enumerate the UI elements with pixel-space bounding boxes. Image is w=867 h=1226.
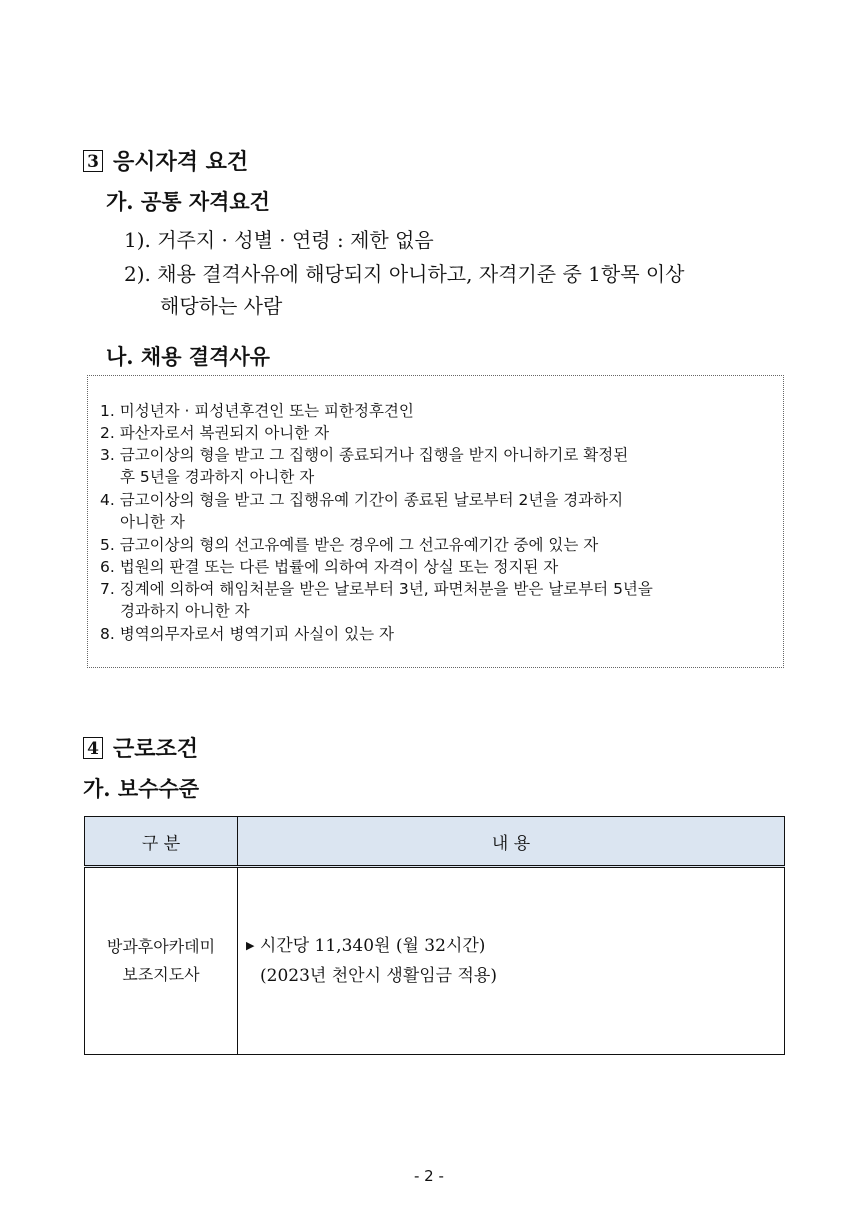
- content-cell: [238, 867, 785, 1055]
- section-number-box: 3: [83, 150, 103, 172]
- content-text: 시간당 11,340원 (월 32시간): [259, 936, 486, 956]
- column-header-content: 내 용: [238, 817, 785, 867]
- content-text: (2023년 천안시 생활임금 적용): [260, 966, 497, 986]
- disqualification-line: 2. 파산자로서 복권되지 아니한 자: [100, 424, 330, 442]
- disqualification-line: 8. 병역의무자로서 병역기피 사실이 있는 자: [100, 625, 394, 643]
- subsection-heading: 가. 공통 자격요건: [106, 189, 270, 214]
- pay-table: [84, 816, 785, 1055]
- section-3-heading: [83, 145, 248, 176]
- column-header-category: 구 분: [85, 817, 238, 867]
- disqualification-line: 3. 금고이상의 형을 받고 그 집행이 종료되거나 집행을 받지 아니하기로 확정된: [100, 446, 629, 464]
- category-cell: [85, 867, 238, 1055]
- table-header-row: [85, 817, 785, 867]
- disqualification-line: 6. 법원의 판결 또는 다른 법률에 의하여 자격이 상실 또는 정지된 자: [100, 558, 559, 576]
- disqualification-box: [87, 375, 784, 668]
- disqualification-line: 4. 금고이상의 형을 받고 그 집행유예 기간이 종료된 날로부터 2년을 경과하지: [100, 491, 624, 509]
- disqualification-line: 5. 금고이상의 형의 선고유예를 받은 경우에 그 선고유예기간 중에 있는 자: [100, 536, 599, 554]
- section-number-box: 4: [83, 737, 103, 759]
- disqualification-line: 아니한 자: [120, 513, 185, 531]
- section-title: 응시자격 요건: [113, 149, 249, 175]
- requirement-item-continued: 해당하는 사람: [160, 294, 283, 318]
- requirement-item: 1). 거주지 · 성별 · 연령 : 제한 없음: [124, 228, 434, 252]
- subsection-heading: 가. 보수수준: [83, 776, 200, 801]
- category-text: 방과후아카데미: [106, 937, 216, 956]
- content-line: [246, 932, 783, 962]
- category-text: 보조지도사: [122, 965, 200, 984]
- disqualification-line: 1. 미성년자 · 피성년후견인 또는 피한정후견인: [100, 402, 414, 420]
- section-title: 근로조건: [113, 736, 199, 762]
- subsection-heading: 나. 채용 결격사유: [106, 344, 270, 369]
- section-4-heading: [83, 732, 198, 763]
- table-row: [85, 867, 785, 1055]
- requirement-item: 2). 채용 결격사유에 해당되지 아니하고, 자격기준 중 1항목 이상: [124, 262, 685, 286]
- disqualification-line: 경과하지 아니한 자: [120, 602, 250, 620]
- page-number: - 2 -: [414, 1167, 444, 1185]
- disqualification-line: 후 5년을 경과하지 아니한 자: [120, 468, 315, 486]
- triangle-bullet-icon: ▶: [246, 939, 255, 952]
- disqualification-line: 7. 징계에 의하여 해임처분을 받은 날로부터 3년, 파면처분을 받은 날로부터 5년을: [100, 580, 653, 598]
